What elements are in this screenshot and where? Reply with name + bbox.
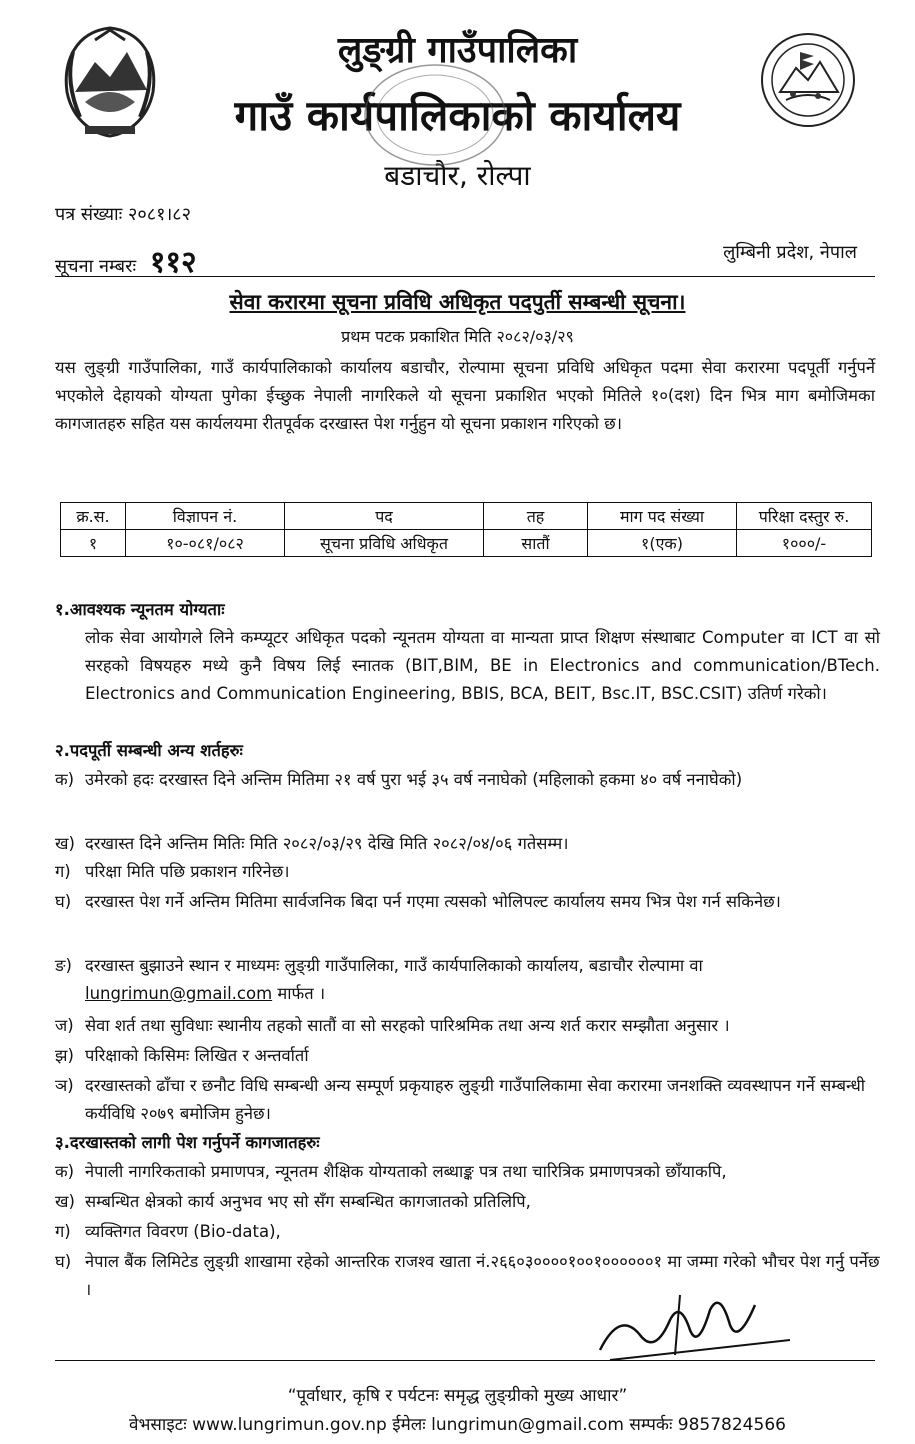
office-stamp-mark (360, 60, 510, 170)
list-item (55, 858, 880, 886)
notice-number-label: सूचना नम्बरः (55, 256, 137, 277)
item-text: दरखास्तको ढाँचा र छनौट विधि सम्बन्धी अन्य सम्पूर्ण प्रकृयाहरु लुङ्ग्री गाउँपालिकामा सेवा करारमा जनशक्ति व्यवस्थापन गर्ने सम्बन्धी कर्यविधि २०७९ बमोजिम हुनेछ। (85, 1076, 866, 1123)
item-text: व्यक्तिगत विवरण (Bio-data), (85, 1222, 281, 1241)
list-item (55, 1218, 880, 1246)
cell-sn: १ (61, 530, 126, 557)
section-1-title: १.आवश्यक न्यूनतम योग्यताः (55, 600, 225, 619)
item-tail: मार्फत । (272, 984, 326, 1003)
item-text: सम्बन्धित क्षेत्रको कार्य अनुभव भए सो सँग सम्बन्धित कागजातको प्रतिलिपि, (85, 1192, 531, 1211)
header-address: बडाचौर, रोल्पा (384, 159, 531, 192)
header-municipality-name: लुङ्ग्री गाउँपालिका (337, 30, 578, 71)
intro-paragraph: यस लुङ्ग्री गाउँपालिका, गाउँ कार्यपालिकाको कार्यालय बडाचौर, रोल्पामा सूचना प्रविधि अधिकृत पदमा सेवा करारमा पदपूर्ती गर्नुपर्ने भएकोले देहायको योग्यता पुगेका ईच्छुक नेपाली नागरिकले यो सूचना प्रकाशित भएको मितिले १०(दश) दिन भित्र माग बमोजिमका कागजातहरु सहित यस कार्यलयमा रीतपूर्वक दरखास्त पेश गर्नुहुन यो सूचना प्रकाशन गरिएको छ। (55, 358, 875, 433)
section-3-title: ३.दरखास्तको लागी पेश गर्नुपर्ने कागजातहरुः (55, 1133, 320, 1152)
notice-subject: सेवा करारमा सूचना प्रविधि अधिकृत पदपुर्ती सम्बन्धी सूचना। (229, 290, 686, 314)
col-level: तह (484, 503, 588, 530)
cell-post-count: १(एक) (588, 530, 737, 557)
item-text: परिक्षा मिति पछि प्रकाशन गरिनेछ। (85, 862, 290, 881)
item-key: ञ) (55, 1076, 74, 1095)
list-item (55, 766, 880, 794)
footer-contact: वेभसाइटः www.lungrimun.gov.np ईमेलः lungrimun@gmail.com सम्पर्कः 9857824566 (129, 1415, 786, 1435)
item-key: घ) (55, 892, 72, 911)
notice-number (55, 240, 197, 281)
table-row (61, 530, 872, 557)
letter-number: पत्र संख्याः २०८१।८२ (55, 204, 192, 225)
item-text: सेवा शर्त तथा सुविधाः स्थानीय तहको सातौं वा सो सरहको पारिश्रमिक तथा अन्य शर्त करार सम्झौता अनुसार । (85, 1016, 730, 1035)
list-item (55, 1012, 880, 1040)
item-text: नेपाल बैंक लिमिटेड लुङ्ग्री शाखामा रहेको आन्तरिक राजश्व खाता नं.२६६०३००००१००१००००००१ मा जम्मा गरेको भौचर पेश गर्नु पर्नेछ । (85, 1252, 880, 1299)
province-name: लुम्बिनी प्रदेश, नेपाल (723, 242, 857, 263)
item-key: ग) (55, 1222, 71, 1241)
published-date: प्रथम पटक प्रकाशित मिति २०८२/०३/२९ (341, 327, 574, 346)
list-item (55, 888, 880, 916)
item-text: दरखास्त पेश गर्ने अन्तिम मितिमा सार्वजनिक बिदा पर्न गएमा त्यसको भोलिपल्ट कार्यालय समय भित्र पेश गर्न सकिनेछ। (85, 892, 781, 911)
item-text: दरखास्त दिने अन्तिम मितिः मिति २०८२/०३/२९ देखि मिति २०८२/०४/०६ गतेसम्म। (85, 834, 569, 853)
cell-ad-no: १०-०८१/०८२ (126, 530, 285, 557)
item-key: घ) (55, 1252, 72, 1271)
cell-exam-fee: १०००/- (737, 530, 872, 557)
item-key: ङ) (55, 956, 72, 975)
list-item (55, 830, 880, 858)
header-divider (55, 276, 875, 277)
list-item (55, 1158, 880, 1186)
item-key: ख) (55, 1192, 75, 1211)
list-item (55, 1188, 880, 1216)
col-sn: क्र.स. (61, 503, 126, 530)
item-key: ग) (55, 862, 71, 881)
item-key: क) (55, 1162, 75, 1181)
item-key: झ) (55, 1046, 74, 1065)
item-text: परिक्षाको किसिमः लिखित र अन्तर्वार्ता (85, 1046, 309, 1065)
notice-number-value: ११२ (149, 245, 197, 280)
item-text: नेपाली नागरिकताको प्रमाणपत्र, न्यूनतम शैक्षिक योग्यताको लब्धाङ्क पत्र तथा चारित्रिक प्रमाणपत्रको छाँयाकपि, (85, 1162, 727, 1181)
vacancy-table (60, 502, 872, 557)
list-item (55, 1042, 880, 1070)
cell-post: सूचना प्रविधि अधिकृत (285, 530, 484, 557)
section-2-title: २.पदपूर्ती सम्बन्धी अन्य शर्तहरुः (55, 741, 243, 760)
col-ad-no: विज्ञापन नं. (126, 503, 285, 530)
item-key: ज) (55, 1016, 74, 1035)
cell-level: सातौं (484, 530, 588, 557)
list-item (55, 952, 880, 1008)
header-office-name: गाउँ कार्यपालिकाको कार्यालय (234, 91, 681, 140)
item-key: ख) (55, 834, 75, 853)
item-text: दरखास्त बुझाउने स्थान र माध्यमः लुङ्ग्री गाउँपालिका, गाउँ कार्यपालिकाको कार्यालय, बडाचौर रोल्पामा वा (85, 956, 703, 975)
list-item (55, 1072, 880, 1128)
col-post-count: माग पद संख्या (588, 503, 737, 530)
item-text: उमेरको हदः दरखास्त दिने अन्तिम मितिमा २१ वर्ष पुरा भई ३५ वर्ष ननाघेको (महिलाको हकमा ४० वर्ष ननाघेको) (85, 770, 743, 789)
email-link[interactable]: lungrimun@gmail.com (85, 984, 273, 1003)
col-exam-fee: परिक्षा दस्तुर रु. (737, 503, 872, 530)
item-key: क) (55, 770, 75, 789)
table-header-row (61, 503, 872, 530)
signature-mark (580, 1280, 830, 1370)
footer-slogan: “पूर्वाधार, कृषि र पर्यटनः समृद्ध लुङ्ग्रीको मुख्य आधार” (287, 1386, 628, 1406)
section-1-text: लोक सेवा आयोगले लिने कम्प्यूटर अधिकृत पदको न्यूनतम योग्यता वा मान्यता प्राप्त शिक्षण संस्थाबाट Computer वा ICT वा सो सरहको विषयहरु मध्ये कुनै विषय लिई स्नातक (BIT,BIM, BE in Electronics and communication/BTech. Electronics and Communication Engineering, BBIS, BCA, BEIT, Bsc.IT, BSC.CSIT) उतिर्ण गरेको। (85, 628, 880, 703)
col-post: पद (285, 503, 484, 530)
footer-divider (55, 1360, 875, 1361)
